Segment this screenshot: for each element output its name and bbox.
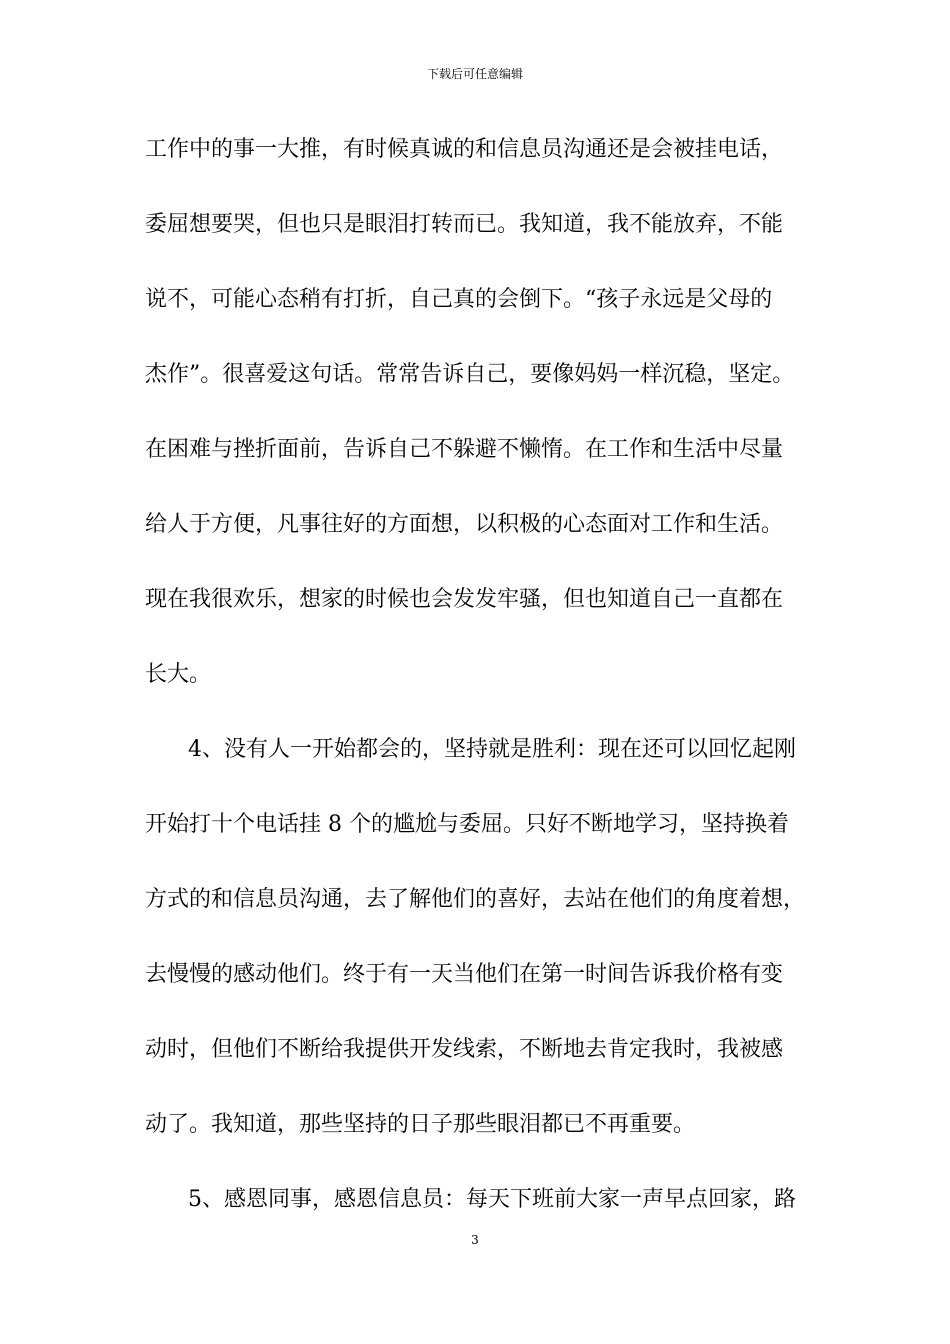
- paragraph-1-line-3: 说不，可能心态稍有打折，自己真的会倒下。“孩子永远是父母的: [145, 287, 773, 312]
- paragraph-1-line-1: 工作中的事一大推，有时候真诚的和信息员沟通还是会被挂电话，: [145, 137, 784, 162]
- paragraph-1-line-2: 委屈想要哭，但也只是眼泪打转而已。我知道，我不能放弃，不能: [145, 212, 784, 237]
- paragraph-1-line-8: 长大。: [145, 662, 212, 687]
- page-number: 3: [471, 1233, 479, 1247]
- paragraph-2-line-1: 4、没有人一开始都会的，坚持就是胜利：现在还可以回忆起刚: [188, 737, 796, 762]
- paragraph-1-line-5: 在困难与挫折面前，告诉自己不躲避不懒惰。在工作和生活中尽量: [145, 437, 784, 462]
- paragraph-2-line-6: 动了。我知道，那些坚持的日子那些眼泪都已不再重要。: [145, 1112, 696, 1137]
- paragraph-2-line-4: 去慢慢的感动他们。终于有一天当他们在第一时间告诉我价格有变: [145, 962, 784, 987]
- page-header: 下载后可任意编辑: [426, 67, 523, 81]
- paragraph-1-line-7: 现在我很欢乐，想家的时候也会发发牢骚，但也知道自己一直都在: [145, 587, 784, 612]
- paragraph-2-line-2: 开始打十个电话挂 8 个的尴尬与委屈。只好不断地学习，坚持换着: [145, 812, 789, 837]
- paragraph-1-line-6: 给人于方便，凡事往好的方面想，以积极的心态面对工作和生活。: [145, 512, 784, 537]
- paragraph-3-line-1: 5、感恩同事，感恩信息员：每天下班前大家一声早点回家，路: [188, 1187, 796, 1212]
- paragraph-2-line-3: 方式的和信息员沟通，去了解他们的喜好，去站在他们的角度着想，: [145, 887, 806, 912]
- paragraph-2-line-5: 动时，但他们不断给我提供开发线索，不断地去肯定我时，我被感: [145, 1037, 784, 1062]
- paragraph-1-line-4: 杰作”。很喜爱这句话。常常告诉自己，要像妈妈一样沉稳，坚定。: [145, 362, 795, 387]
